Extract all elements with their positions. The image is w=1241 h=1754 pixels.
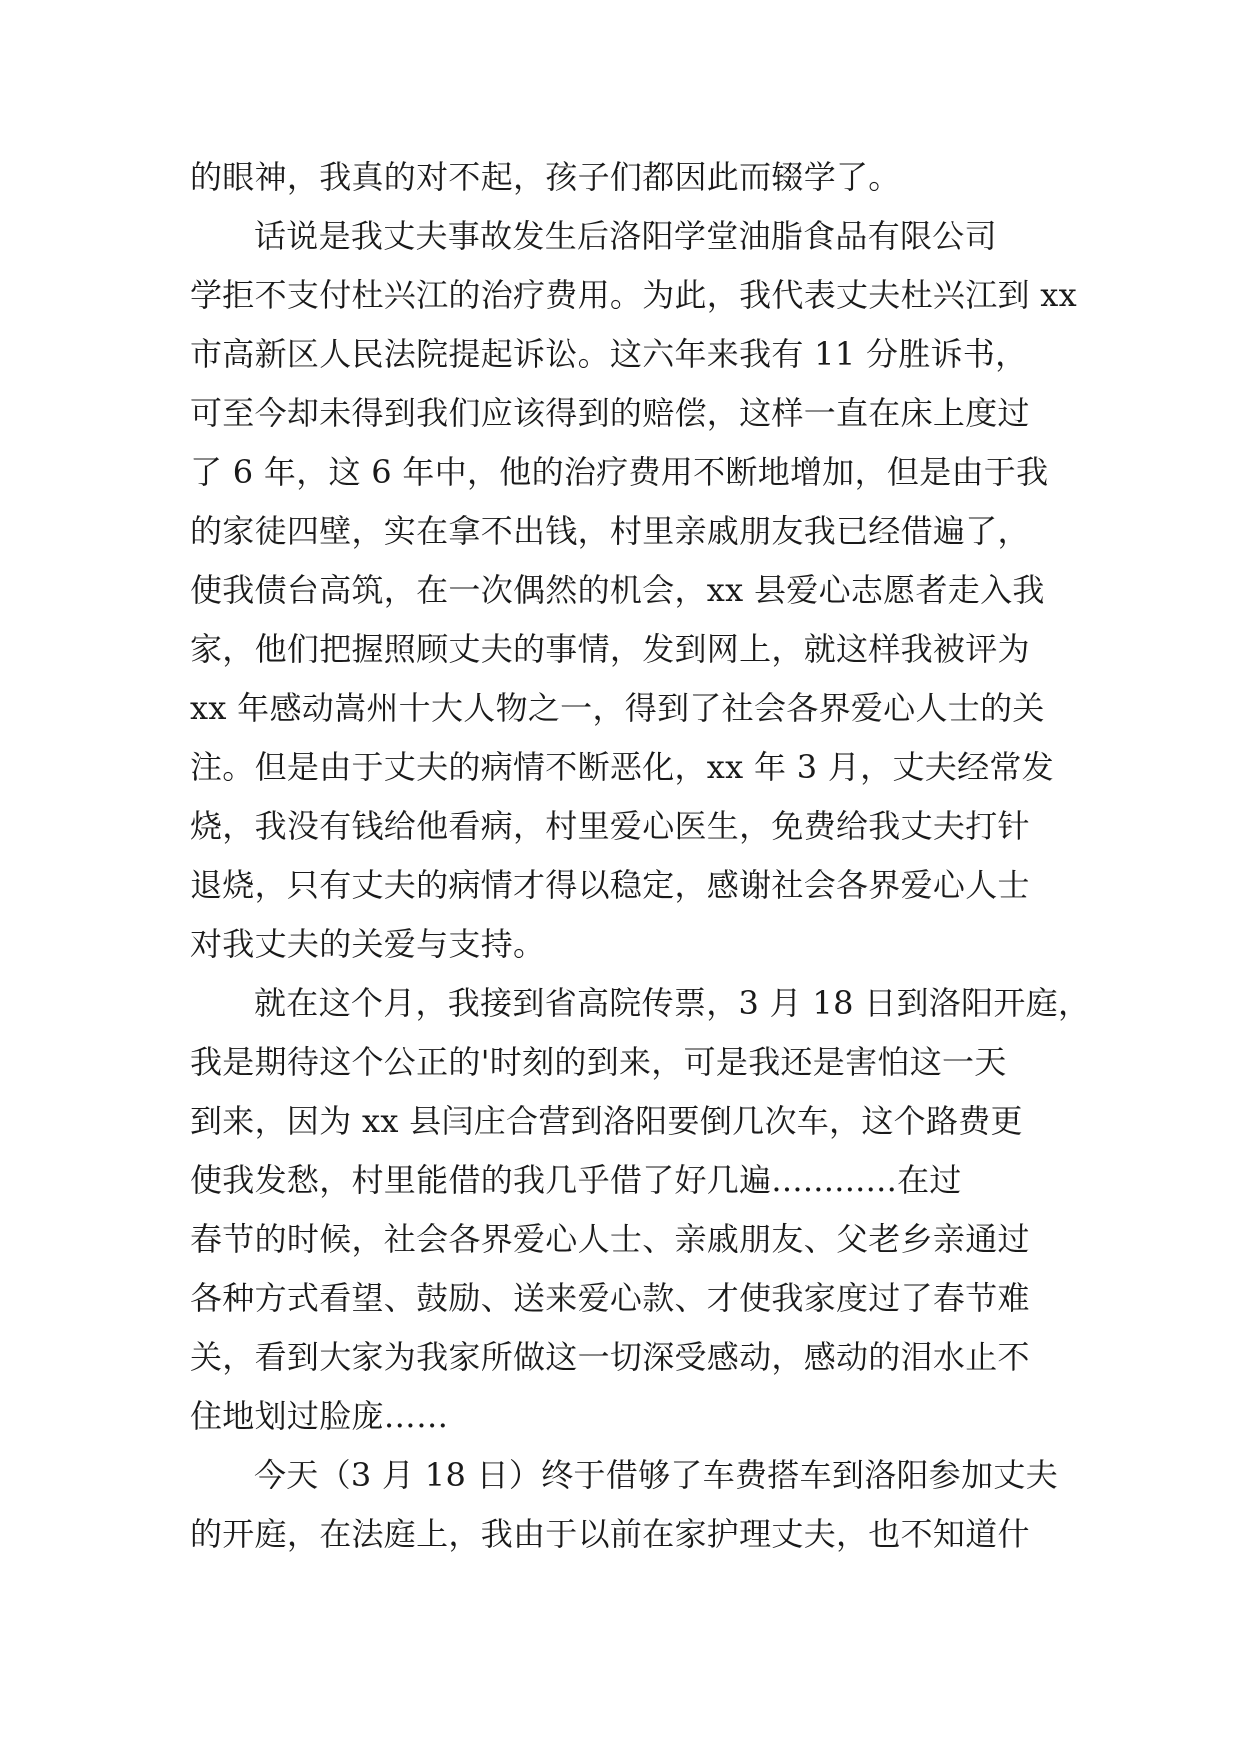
text-line: 的家徒四壁，实在拿不出钱，村里亲戚朋友我已经借遍了，: [190, 512, 1030, 550]
text-line: 家，他们把握照顾丈夫的事情，发到网上，就这样我被评为: [190, 630, 1030, 668]
text-line: 春节的时候，社会各界爱心人士、亲戚朋友、父老乡亲通过: [190, 1220, 1030, 1258]
text-line: 市高新区人民法院提起诉讼。这六年来我有 11 分胜诉书，: [190, 335, 1028, 373]
text-line: 可至今却未得到我们应该得到的赔偿，这样一直在床上度过: [190, 394, 1030, 432]
text-line: xx 年感动嵩州十大人物之一，得到了社会各界爱心人士的关: [190, 689, 1045, 727]
text-line: 注。但是由于丈夫的病情不断恶化，xx 年 3 月，丈夫经常发: [190, 748, 1054, 786]
text-line: 话说是我丈夫事故发生后洛阳学堂油脂食品有限公司: [254, 217, 997, 255]
text-line: 到来，因为 xx 县闫庄合营到洛阳要倒几次车，这个路费更: [190, 1102, 1023, 1140]
text-line: 我是期待这个公正的'时刻的到来，可是我还是害怕这一天: [190, 1043, 1007, 1081]
text-line: 的开庭，在法庭上，我由于以前在家护理丈夫，也不知道什: [190, 1515, 1030, 1553]
text-line: 对我丈夫的关爱与支持。: [190, 925, 546, 963]
text-line: 各种方式看望、鼓励、送来爱心款、才使我家度过了春节难: [190, 1279, 1030, 1317]
text-line: 学拒不支付杜兴江的治疗费用。为此，我代表丈夫杜兴江到 xx: [190, 276, 1077, 314]
text-line: 的眼神，我真的对不起，孩子们都因此而辍学了。: [190, 158, 901, 196]
text-line: 住地划过脸庞……: [190, 1397, 449, 1435]
text-line: 使我债台高筑，在一次偶然的机会，xx 县爱心志愿者走入我: [190, 571, 1045, 609]
body-text: [190, 148, 1091, 1564]
text-line: 今天（3 月 18 日）终于借够了车费搭车到洛阳参加丈夫: [254, 1456, 1058, 1494]
text-line: 使我发愁，村里能借的我几乎借了好几遍............在过: [190, 1161, 962, 1199]
text-line: 了 6 年，这 6 年中，他的治疗费用不断地增加，但是由于我: [190, 453, 1049, 491]
text-line: 关，看到大家为我家所做这一切深受感动，感动的泪水止不: [190, 1338, 1030, 1376]
text-line: 退烧，只有丈夫的病情才得以稳定，感谢社会各界爱心人士: [190, 866, 1030, 904]
text-line: 就在这个月，我接到省高院传票，3 月 18 日到洛阳开庭，: [254, 984, 1091, 1022]
text-line: 烧，我没有钱给他看病，村里爱心医生，免费给我丈夫打针: [190, 807, 1030, 845]
